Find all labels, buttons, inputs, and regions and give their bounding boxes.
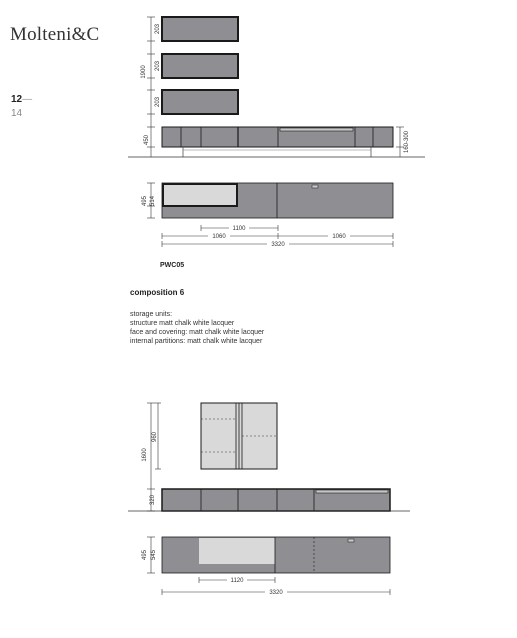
- dim-span-1120: 1120: [230, 578, 244, 584]
- dim-depth-inner-bottom: 545: [151, 549, 157, 561]
- plan-wall-panel: [163, 184, 237, 206]
- wall-panel-2: [162, 54, 238, 78]
- page-current-value: 12: [11, 94, 23, 105]
- wall-panel-3: [162, 90, 238, 114]
- dim-span-left: 1060: [212, 234, 226, 240]
- composition-code: PWC05: [160, 262, 185, 269]
- dim-total-height-bottom: 1600: [142, 448, 148, 462]
- dim-unit-height: 960: [152, 431, 158, 443]
- dim-total-height: 1900: [141, 65, 147, 79]
- dim-depth-inner: 514: [150, 195, 156, 207]
- dim-span-1100: 1100: [232, 226, 246, 232]
- dim-panel-3: 203: [155, 96, 161, 108]
- dim-total-width-bottom: 3320: [269, 590, 283, 596]
- desc-line: internal partitions: matt chalk white lacquer: [130, 338, 263, 345]
- composition-description: [130, 310, 264, 346]
- dim-base-height-bottom: 320: [150, 494, 156, 506]
- desc-line: storage units:: [130, 311, 173, 318]
- dim-depth-outer-bottom: 495: [142, 549, 148, 561]
- plan-wall-unit: [199, 538, 275, 564]
- top-elevation: [128, 17, 425, 157]
- page-separator: —: [22, 94, 33, 105]
- dim-span-right: 1060: [332, 234, 346, 240]
- dim-panel-1: 203: [155, 23, 161, 35]
- bottom-elevation: [128, 403, 410, 511]
- composition-title: composition 6: [130, 288, 185, 297]
- dim-total-width: 3320: [271, 242, 285, 248]
- dim-base-height: 450: [144, 134, 150, 146]
- dim-feet: 160-300: [404, 130, 410, 154]
- brand-logo: Molteni&C: [10, 24, 100, 45]
- dim-panel-2: 203: [155, 60, 161, 72]
- base-unit: [162, 127, 393, 147]
- page-number-next: 14: [11, 108, 23, 119]
- bottom-plan: [142, 537, 390, 596]
- desc-line: structure matt chalk white lacquer: [130, 320, 235, 327]
- desc-line: face and covering: matt chalk white lacquer: [130, 329, 265, 336]
- plan-unit-bottom: [162, 537, 390, 573]
- top-plan: [142, 183, 393, 248]
- wall-panel-1: [162, 17, 238, 41]
- dim-depth-outer: 495: [142, 195, 148, 207]
